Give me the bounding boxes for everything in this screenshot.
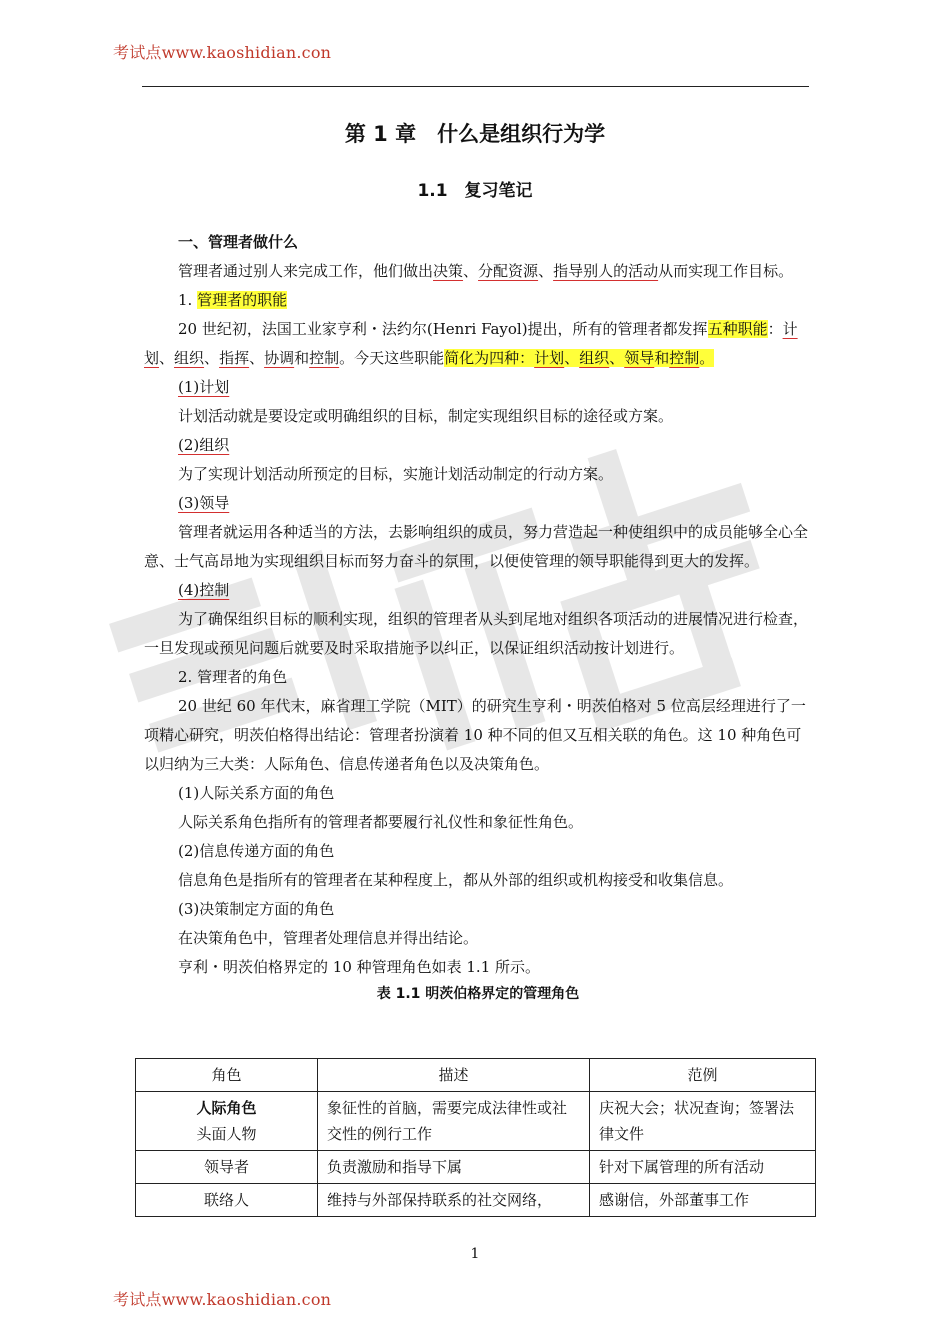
role1-text: 人际关系角色指所有的管理者都要履行礼仪性和象征性角色。 — [178, 813, 584, 831]
org-heading — [144, 431, 812, 460]
sep: 、 — [204, 349, 220, 367]
section-subtitle: 1.1 复习笔记 — [417, 181, 533, 201]
table-row — [136, 1151, 816, 1184]
header-role: 角色 — [136, 1059, 318, 1092]
lead-text: 管理者就运用各种适当的方法，去影响组织的成员，努力营造起一种使组织中的成员能够全心全意、士气高昂地为实现组织目标而努力奋斗的氛围，以便使管理的领导职能得到更大的发挥。 — [144, 523, 809, 570]
table-row — [136, 1092, 816, 1151]
desc-cell: 维持与外部保持联系的社交网络， — [318, 1184, 590, 1217]
item1-number: 1. — [178, 291, 198, 309]
colon: ： — [767, 320, 783, 338]
mintzberg-text: 20 世纪 60 年代末，麻省理工学院（MIT）的研究生亨利・明茨伯格对 5 位高层经理进行了一项精心研究，明茨伯格得出结论：管理者扮演着 10 种不同的但又互相关联的角色。这 10 种角色可以归纳为三大类：人际角色、信息传递者角色以及决策角色。 — [144, 697, 806, 773]
term-resources: 分配资源 — [478, 262, 539, 280]
table-row — [136, 1184, 816, 1217]
four-functions-highlight — [444, 349, 714, 367]
sep: 、 — [249, 349, 265, 367]
role-group: 人际角色 — [196, 1099, 257, 1117]
term-decision: 决策 — [433, 262, 464, 280]
func-organize: 组织 — [174, 349, 205, 367]
role3-text: 在决策角色中，管理者处理信息并得出结论。 — [178, 929, 479, 947]
and: 和 — [294, 349, 310, 367]
four-functions: 简化为四种： — [444, 349, 535, 367]
item1-title: 管理者的职能 — [197, 291, 288, 309]
role-cell: 联络人 — [136, 1184, 318, 1217]
page-number: 1 — [470, 1246, 480, 1262]
role-name: 头面人物 — [196, 1125, 257, 1143]
table-header-row — [136, 1059, 816, 1092]
role2-title: (2)信息传递方面的角色 — [178, 842, 335, 860]
five-functions: 五种职能 — [707, 320, 768, 338]
sep: 、 — [564, 349, 580, 367]
intro-text-end: 从而实现工作目标。 — [658, 262, 794, 280]
sep: 、 — [463, 262, 479, 280]
desc-cell: 负责激励和指导下属 — [318, 1151, 590, 1184]
fayol-paragraph — [144, 315, 812, 373]
header-example: 范例 — [590, 1059, 816, 1092]
role3-title: (3)决策制定方面的角色 — [178, 900, 335, 918]
org-text: 为了实现计划活动所预定的目标，实施计划活动制定的行动方案。 — [178, 465, 614, 483]
lead-heading — [144, 489, 812, 518]
func-command: 指挥 — [219, 349, 250, 367]
plan-heading — [144, 373, 812, 402]
roles-table — [135, 1058, 816, 1217]
plan-text: 计划活动就是要设定或明确组织的目标，制定实现组织目标的途径或方案。 — [178, 407, 674, 425]
ctrl-heading — [144, 576, 812, 605]
func-plan: 计划 — [144, 320, 798, 367]
fayol-text: 20 世纪初，法国工业家亨利・法约尔(Henri Fayol)提出，所有的管理者都发挥 — [178, 320, 708, 338]
func4-control: 控制 — [669, 349, 700, 367]
term-guide: 指导别人的活动 — [553, 262, 659, 280]
main-content — [144, 228, 812, 1006]
period: 。 — [699, 349, 715, 367]
footer-site-link[interactable]: 考试点www.kaoshidian.con — [113, 1290, 332, 1309]
org-title: (2)组织 — [178, 436, 230, 454]
example-cell: 针对下属管理的所有活动 — [590, 1151, 816, 1184]
role2-text: 信息角色是指所有的管理者在某种程度上，都从外部的组织或机构接受和收集信息。 — [178, 871, 734, 889]
func4-plan: 计划 — [534, 349, 565, 367]
example-cell: 感谢信，外部董事工作 — [590, 1184, 816, 1217]
section-heading: 一、管理者做什么 — [178, 233, 299, 251]
intro-paragraph — [144, 257, 812, 286]
example-cell: 庆祝大会；状况查询；签署法律文件 — [590, 1092, 816, 1151]
lead-title: (3)领导 — [178, 494, 230, 512]
role1-title: (1)人际关系方面的角色 — [178, 784, 335, 802]
header-desc: 描述 — [318, 1059, 590, 1092]
sep: 、 — [159, 349, 175, 367]
ctrl-title: (4)控制 — [178, 581, 230, 599]
intro-text: 管理者通过别人来完成工作，他们做出 — [178, 262, 434, 280]
header-site-link[interactable]: 考试点www.kaoshidian.con — [113, 43, 332, 62]
func4-lead: 领导 — [624, 349, 655, 367]
role-cell — [136, 1092, 318, 1151]
desc-cell: 象征性的首脑，需要完成法律性或社交性的例行工作 — [318, 1092, 590, 1151]
header-rule — [142, 86, 809, 87]
ctrl-text: 为了确保组织目标的顺利实现，组织的管理者从头到尾地对组织各项活动的进展情况进行检查，一旦发现或预见问题后就要及时采取措施予以纠正，以保证组织活动按计划进行。 — [144, 610, 809, 657]
sep: 、 — [538, 262, 554, 280]
item2-heading: 2. 管理者的角色 — [178, 668, 288, 686]
plan-title: (1)计划 — [178, 378, 230, 396]
role-cell: 领导者 — [136, 1151, 318, 1184]
table-caption: 表 1.1 明茨伯格界定的管理角色 — [376, 986, 580, 1002]
and: 和 — [654, 349, 670, 367]
func-coordinate: 协调 — [264, 349, 295, 367]
func4-organize: 组织 — [579, 349, 610, 367]
table-reference: 亨利・明茨伯格界定的 10 种管理角色如表 1.1 所示。 — [178, 958, 541, 976]
func-control: 控制 — [309, 349, 340, 367]
chapter-title: 第 1 章 什么是组织行为学 — [344, 122, 606, 146]
item1-heading — [144, 286, 812, 315]
sep: 、 — [609, 349, 625, 367]
fayol-mid: 。今天这些职能 — [339, 349, 445, 367]
